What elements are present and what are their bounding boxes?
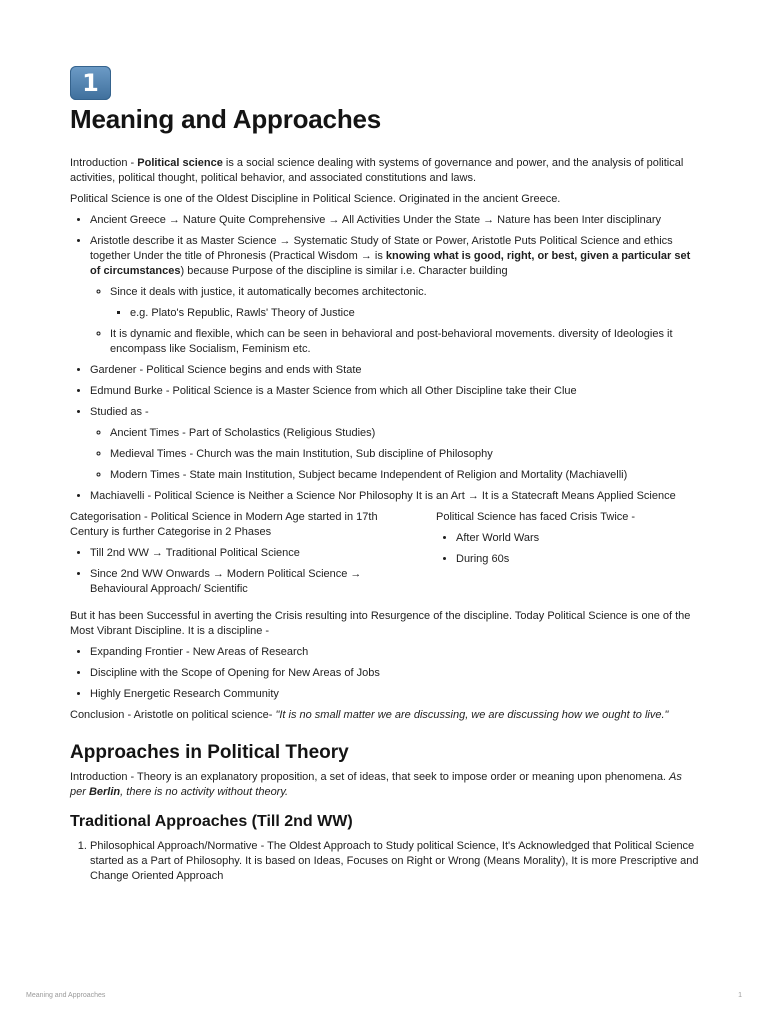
page-title: Meaning and Approaches: [70, 104, 382, 134]
list-item: • After World Wars: [456, 531, 700, 546]
page-number: 1: [738, 992, 742, 999]
traditional-heading: Traditional Approaches (Till 2nd WW): [70, 813, 353, 830]
crisis-text: Political Science has faced Crisis Twice -: [436, 511, 636, 523]
approaches-intro: Introduction - Theory is an explanatory proposition, a set of ideas, that seek to impose order or meaning upon phenomena. As per Berlin, there is no activity without theory.: [70, 771, 682, 798]
list-item: 1. Philosophical Approach/Normative - The Oldest Approach to Study political Science, It's Acknowledged that Political Science started as a Part of Philosophy. It is based on Ideas, Focuses on Right or Wrong (Means Morality), It is more Prescriptive and Change Oriented Approach: [90, 839, 700, 884]
list-item: ◦ Medieval Times - Church was the main Institution, Sub discipline of Philosophy: [110, 447, 700, 462]
traditional-list: [70, 839, 700, 884]
list-item: • Edmund Burke - Political Science is a Master Science from which all Other Discipline take their Clue: [90, 384, 700, 399]
list-item: ◦ Ancient Times - Part of Scholastics (Religious Studies): [110, 426, 700, 441]
list-item: • Discipline with the Scope of Opening for New Areas of Jobs: [90, 666, 700, 681]
document-body: [70, 156, 700, 890]
list-item: • Till 2nd WW → Traditional Political Science: [90, 546, 392, 561]
crisis-column: [436, 510, 700, 603]
conclusion-paragraph: Conclusion - Aristotle on political science- "It is no small matter we are discussing, we are discussing how we ought to live.": [70, 709, 669, 721]
footer-title: Meaning and Approaches: [26, 992, 106, 999]
list-item: • Highly Energetic Research Community: [90, 687, 700, 702]
list-item: ◦ Since it deals with justice, it automatically becomes architectonic. ▪ e.g. Plato's Republic, Rawls' Theory of Justice: [110, 285, 700, 321]
oldest-paragraph: Political Science is one of the Oldest Discipline in Political Science. Originated in the ancient Greece.: [70, 193, 561, 205]
list-item: • Expanding Frontier - New Areas of Research: [90, 645, 700, 660]
main-bullet-list: [70, 213, 700, 504]
intro-paragraph: Introduction - Political science is a social science dealing with systems of governance and power, and the analysis of political activities, political thought, political behavior, and associated constitutions and laws.: [70, 157, 684, 184]
list-item: • Studied as - ◦ Ancient Times - Part of Scholastics (Religious Studies) ◦ Medieval Times - Church was the main Institution, Sub discipline of Philosophy ◦ Modern Times - State main Institution, Subject became Independent of Religion and Mortality (Machiavelli): [90, 405, 700, 483]
list-item: • Since 2nd WW Onwards → Modern Political Science → Behavioural Approach/ Scientific: [90, 567, 392, 597]
discipline-list: [70, 645, 700, 702]
list-item: ◦ It is dynamic and flexible, which can be seen in behavioral and post-behavioral movements. diversity of Ideologies it encompass like Socialism, Feminism etc.: [110, 327, 700, 357]
list-item: • Machiavelli - Political Science is Neither a Science Nor Philosophy It is an Art → It is a Statecraft Means Applied Science: [90, 489, 700, 504]
approaches-heading: Approaches in Political Theory: [70, 742, 349, 763]
list-item: • During 60s: [456, 552, 700, 567]
list-item: ◦ Modern Times - State main Institution, Subject became Independent of Religion and Mortality (Machiavelli): [110, 468, 700, 483]
list-item: • Ancient Greece → Nature Quite Comprehensive → All Activities Under the State → Nature has been Inter disciplinary: [90, 213, 700, 228]
successful-paragraph: But it has been Successful in averting the Crisis resulting into Resurgence of the discipline. Today Political Science is one of the Most Vibrant Discipline. It is a discipline -: [70, 610, 691, 637]
two-column-block: [70, 510, 700, 603]
number-one-badge-icon: 1: [70, 66, 111, 100]
categorisation-text: Categorisation - Political Science in Modern Age started in 17th Century is further Categorise in 2 Phases: [70, 511, 378, 538]
list-item: • Aristotle describe it as Master Science → Systematic Study of State or Power, Aristotle Puts Political Science and ethics together Under the title of Phronesis (Practical Wisdom → is knowing what is good, right, or best, given a particular set of circumstances) because Purpose of the discipline is similar i.e. Character building ◦ Since it deals with justice, it automatically becomes architectonic. ▪ e.g. Plato's Republic, Rawls' Theory of Justice ◦ It is dynamic and flexible, which can be seen in behavioral and post-behavioral movements. diversity of Ideologies it encompass like Socialism, Feminism etc.: [90, 234, 700, 357]
list-item: ▪ e.g. Plato's Republic, Rawls' Theory of Justice: [130, 306, 700, 321]
list-item: • Gardener - Political Science begins and ends with State: [90, 363, 700, 378]
categorisation-column: [70, 510, 392, 603]
